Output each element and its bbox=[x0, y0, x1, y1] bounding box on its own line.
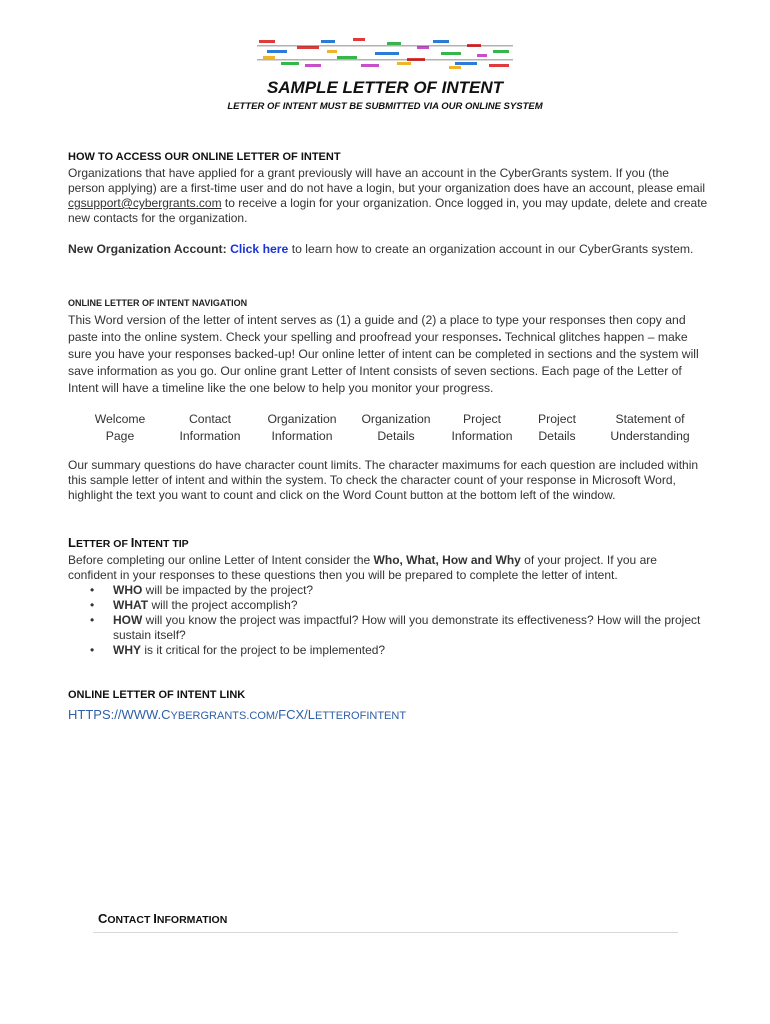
timeline-step-project-info: Project Information bbox=[451, 412, 513, 443]
support-email-link[interactable]: cgsupport@cybergrants.com bbox=[68, 196, 222, 210]
tip-bullet-list bbox=[68, 583, 708, 658]
access-paragraph bbox=[68, 166, 708, 226]
list-item: • WHY is it critical for the project to be implemented? bbox=[90, 643, 386, 657]
navigation-paragraph bbox=[68, 312, 708, 397]
summary-paragraph: Our summary questions do have character count limits. The character maximums for each question are included within this sample letter of intent and within the system. To check the character count of your response in Microsoft Word, highlight the text you want to count and click on the Word Count button at the bottom left of the window. bbox=[68, 458, 699, 502]
tip-intro: Before completing our online Letter of Intent consider the Who, What, How and Why of your project. If you are confident in your responses to these questions then you will be prepared to complete the letter of intent. bbox=[68, 553, 657, 582]
document-title: SAMPLE LETTER OF INTENT bbox=[266, 78, 504, 97]
list-item: • WHO will be impacted by the project? bbox=[90, 583, 314, 597]
access-text-2: to receive a login for your organization. Once logged in, you may update, delete and create new contacts for the organization. bbox=[68, 196, 708, 225]
new-org-paragraph bbox=[68, 241, 708, 258]
bullet-icon: • bbox=[90, 583, 95, 597]
organization-logo bbox=[257, 36, 513, 72]
timeline-step-contact: Contact Information bbox=[179, 412, 241, 443]
click-here-link[interactable]: Click here bbox=[230, 242, 289, 256]
bullet-icon: • bbox=[90, 613, 95, 627]
navigation-text-2: Technical glitches happen – make sure you have your responses backed-up! Our online letter of intent can be completed in sections and the system will save information as you go. Our online grant Letter of Intent consists of seven sections. Each page of the Letter of Intent will have a timeline like the one below to help you monitor your progress. bbox=[68, 330, 699, 395]
tip-intro-bold: Who, What, How and Why bbox=[373, 553, 521, 567]
letter-of-intent-url-link[interactable]: HTTPS://WWW.CYBERGRANTS.COM/FCX/LETTEROFINTENT bbox=[68, 707, 407, 722]
document-subtitle: LETTER OF INTENT MUST BE SUBMITTED VIA OUR ONLINE SYSTEM bbox=[227, 101, 543, 112]
tip-heading: LETTER OF INTENT TIP bbox=[68, 535, 189, 550]
progress-timeline bbox=[68, 411, 708, 445]
navigation-heading: ONLINE LETTER OF INTENT NAVIGATION bbox=[68, 298, 248, 308]
link-heading: ONLINE LETTER OF INTENT LINK bbox=[68, 689, 246, 701]
navigation-text-1: This Word version of the letter of intent serves as (1) a guide and (2) a place to type your responses then copy and paste into the online system. Check your spelling and proofread your responses bbox=[68, 313, 686, 344]
timeline-step-welcome: Welcome Page bbox=[94, 412, 146, 443]
bullet-icon: • bbox=[90, 598, 95, 612]
access-text-1: Organizations that have applied for a grant previously will have an account in the CyberGrants system. If you (the person applying) are a first-time user and do not have a login, but your organization does have an account, please email bbox=[68, 166, 706, 195]
contact-divider bbox=[93, 932, 678, 933]
timeline-step-statement: Statement of Understanding bbox=[610, 412, 690, 443]
timeline-step-project-details: Project Details bbox=[538, 412, 576, 443]
access-heading: HOW TO ACCESS OUR ONLINE LETTER OF INTENT bbox=[68, 151, 341, 163]
list-item: • HOW will you know the project was impactful? How will you demonstrate its effectiveness? How will the project sustain itself? bbox=[90, 613, 701, 642]
navigation-bold-period: . bbox=[498, 330, 502, 344]
bullet-icon: • bbox=[90, 643, 95, 657]
new-org-label: New Organization Account: bbox=[68, 242, 227, 256]
new-org-text: to learn how to create an organization account in our CyberGrants system. bbox=[288, 242, 694, 256]
timeline-step-org-info: Organization Information bbox=[267, 412, 337, 443]
list-item: • WHAT will the project accomplish? bbox=[90, 598, 298, 612]
timeline-step-org-details: Organization Details bbox=[361, 412, 431, 443]
contact-heading: CONTACT INFORMATION bbox=[98, 911, 228, 926]
